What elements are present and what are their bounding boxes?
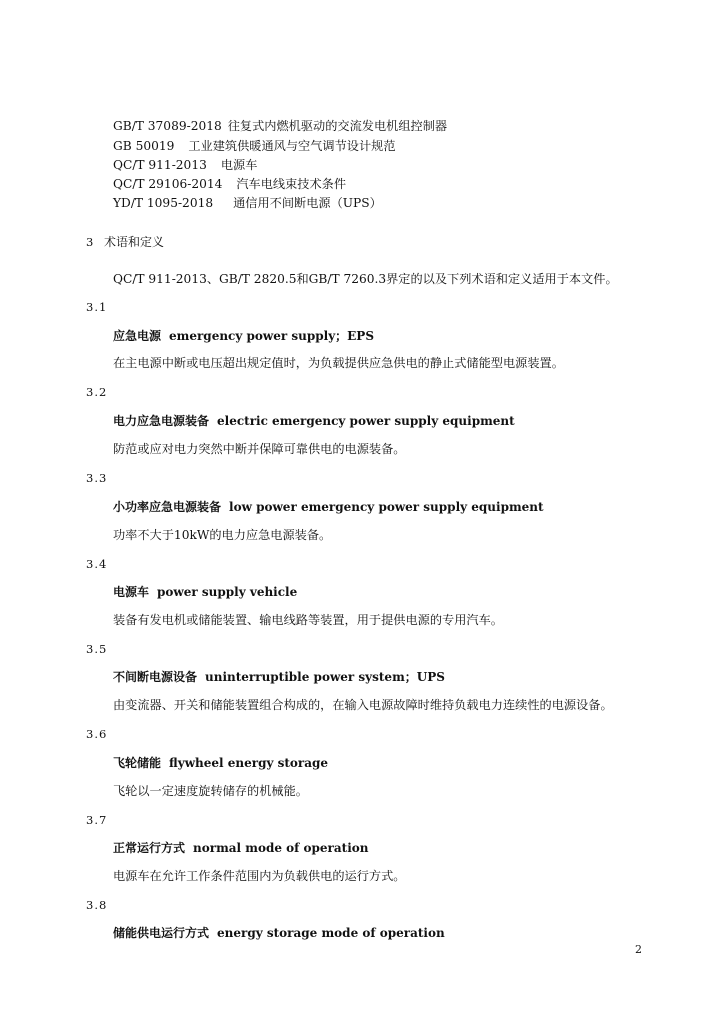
reference-title: 往复式内燃机驱动的交流发电机组控制器 [227, 119, 448, 133]
term-zh: 正常运行方式 [113, 841, 186, 855]
term-heading [113, 499, 544, 515]
term-en: emergency power supply；EPS [169, 329, 375, 343]
term-en: energy storage mode of operation [217, 926, 445, 940]
reference-line [113, 195, 382, 211]
reference-code: QC/T 29106-2014 [113, 177, 223, 191]
reference-code: GB 50019 [113, 139, 175, 153]
term-zh: 储能供电运行方式 [113, 926, 210, 940]
term-number: 3.2 [86, 385, 108, 399]
term-number: 3.4 [86, 557, 108, 571]
reference-title: 通信用不间断电源（UPS） [233, 196, 382, 210]
term-en: normal mode of operation [193, 841, 369, 855]
section-title: 术语和定义 [104, 235, 165, 249]
section-intro: QC/T 911-2013、GB/T 2820.5和GB/T 7260.3界定的以及下列术语和定义适用于本文件。 [113, 272, 618, 286]
reference-title: 汽车电线束技术条件 [236, 177, 347, 191]
term-number: 3.8 [86, 898, 108, 912]
term-number: 3.7 [86, 813, 108, 827]
term-zh: 电源车 [113, 585, 150, 599]
reference-code: QC/T 911-2013 [113, 158, 207, 172]
term-en: flywheel energy storage [169, 756, 329, 770]
term-number: 3.3 [86, 471, 108, 485]
term-en: uninterruptible power system；UPS [205, 670, 445, 684]
term-definition: 飞轮以一定速度旋转储存的机械能。 [113, 784, 308, 798]
reference-line [113, 176, 346, 192]
term-number: 3.1 [86, 300, 108, 314]
term-heading [113, 669, 445, 685]
reference-line [113, 157, 257, 173]
reference-code: GB/T 37089-2018 [113, 119, 222, 133]
reference-line [113, 118, 447, 134]
page-number: 2 [635, 943, 642, 956]
term-en: power supply vehicle [157, 585, 298, 599]
term-definition: 在主电源中断或电压超出规定值时，为负载提供应急供电的静止式储能型电源装置。 [113, 356, 564, 370]
term-definition: 防范或应对电力突然中断并保障可靠供电的电源装备。 [113, 442, 406, 456]
term-zh: 电力应急电源装备 [113, 414, 210, 428]
reference-code: YD/T 1095-2018 [113, 196, 214, 210]
term-heading [113, 584, 297, 600]
term-heading [113, 840, 368, 856]
reference-title: 工业建筑供暖通风与空气调节设计规范 [188, 139, 396, 153]
term-heading [113, 328, 374, 344]
term-zh: 小功率应急电源装备 [113, 500, 222, 514]
term-heading [113, 413, 515, 429]
term-en: low power emergency power supply equipment [229, 500, 544, 514]
term-zh: 飞轮储能 [113, 756, 162, 770]
term-definition: 装备有发电机或储能装置、输电线路等装置，用于提供电源的专用汽车。 [113, 613, 503, 627]
term-definition: 电源车在允许工作条件范围内为负载供电的运行方式。 [113, 869, 406, 883]
reference-line [113, 138, 396, 154]
term-definition: 功率不大于10kW的电力应急电源装备。 [113, 528, 332, 542]
term-number: 3.5 [86, 642, 108, 656]
term-zh: 不间断电源设备 [113, 670, 198, 684]
reference-title: 电源车 [220, 158, 258, 172]
term-en: electric emergency power supply equipment [217, 414, 515, 428]
section-number: 3 [86, 235, 94, 249]
term-heading [113, 925, 445, 941]
term-number: 3.6 [86, 727, 108, 741]
term-definition: 由变流器、开关和储能装置组合构成的，在输入电源故障时维持负载电力连续性的电源设备。 [113, 698, 613, 712]
term-zh: 应急电源 [113, 329, 162, 343]
term-heading [113, 755, 328, 771]
